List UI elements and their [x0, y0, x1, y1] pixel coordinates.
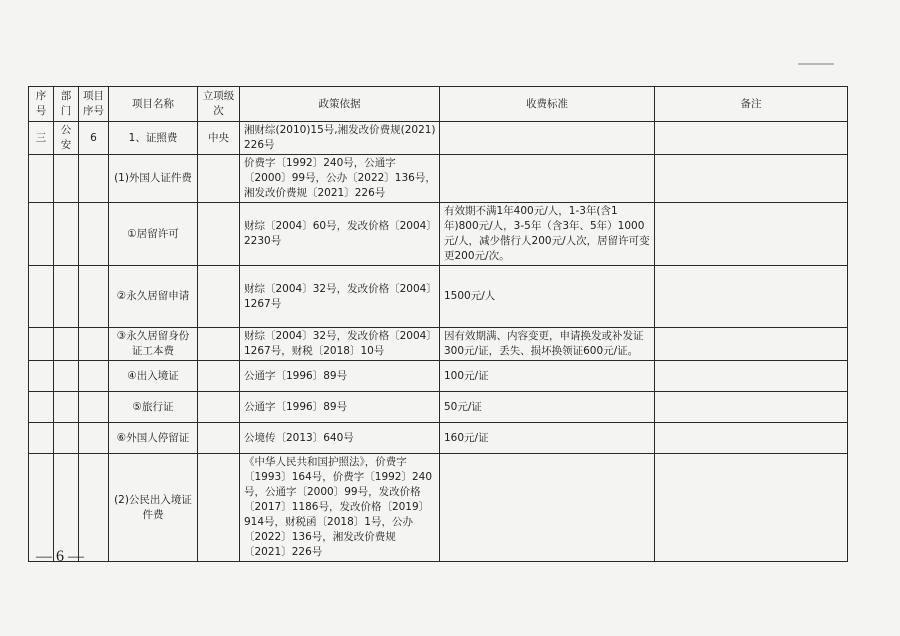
- table-row: [29, 203, 848, 266]
- cell-item-name: ③永久居留身份证工本费: [109, 328, 198, 361]
- cell-policy: 公境传〔2013〕640号: [240, 423, 440, 454]
- cell-note: [655, 122, 848, 155]
- cell-seq: [29, 155, 54, 203]
- cell-item-seq: [79, 392, 109, 423]
- cell-note: [655, 203, 848, 266]
- cell-item-seq: [79, 266, 109, 328]
- cell-policy: 《中华人民共和国护照法》，价费字〔1993〕164号，价费字〔1992〕240号，公通字〔2000〕99号，发改价格〔2017〕1186号，发改价格〔2019〕914号，财税函〔2018〕1号，公办〔2022〕136号，湘发改价费规〔2021〕226号: [240, 454, 440, 562]
- cell-policy: 公通字〔1996〕89号: [240, 361, 440, 392]
- table-row: [29, 155, 848, 203]
- page-number: — 6 —: [36, 548, 84, 565]
- cell-level: [198, 454, 240, 562]
- cell-item-name: ①居留许可: [109, 203, 198, 266]
- cell-item-seq: [79, 361, 109, 392]
- cell-item-seq: [79, 328, 109, 361]
- cell-item-seq: [79, 155, 109, 203]
- cell-note: [655, 361, 848, 392]
- cell-standard: 有效期不满1年400元/人，1-3年(含1年)800元/人，3-5年（含3年、5年）1000元/人，减少偕行人200元/人次，居留许可变更200元/次。: [440, 203, 655, 266]
- cell-level: [198, 155, 240, 203]
- table-row: [29, 328, 848, 361]
- cell-seq: 三: [29, 122, 54, 155]
- cell-item-seq: 6: [79, 122, 109, 155]
- fee-table: [28, 86, 848, 562]
- cell-item-name: ④出入境证: [109, 361, 198, 392]
- table-row: [29, 454, 848, 562]
- cell-level: [198, 266, 240, 328]
- header-note: 备注: [655, 87, 848, 122]
- cell-level: [198, 423, 240, 454]
- cell-note: [655, 423, 848, 454]
- cell-item-seq: [79, 203, 109, 266]
- cell-item-name: (1)外国人证件费: [109, 155, 198, 203]
- cell-dept: [54, 361, 79, 392]
- cell-dept: [54, 423, 79, 454]
- cell-note: [655, 454, 848, 562]
- cell-level: 中央: [198, 122, 240, 155]
- table-row: [29, 392, 848, 423]
- header-item-name: 项目名称: [109, 87, 198, 122]
- cell-item-name: 1、证照费: [109, 122, 198, 155]
- cell-dept: [54, 454, 79, 562]
- table-header-row: [29, 87, 848, 122]
- cell-seq: [29, 423, 54, 454]
- header-dept: 部门: [54, 87, 79, 122]
- cell-policy: 财综〔2004〕32号，发改价格〔2004〕1267号: [240, 266, 440, 328]
- cell-seq: [29, 203, 54, 266]
- cell-policy: 公通字〔1996〕89号: [240, 392, 440, 423]
- header-rule: [798, 63, 834, 65]
- cell-policy: 财综〔2004〕32号，发改价格〔2004〕1267号，财税〔2018〕10号: [240, 328, 440, 361]
- cell-policy: 财综〔2004〕60号，发改价格〔2004〕2230号: [240, 203, 440, 266]
- cell-item-seq: [79, 454, 109, 562]
- cell-standard: [440, 155, 655, 203]
- cell-standard: 1500元/人: [440, 266, 655, 328]
- cell-standard: [440, 454, 655, 562]
- cell-dept: [54, 328, 79, 361]
- table-row: [29, 266, 848, 328]
- cell-note: [655, 155, 848, 203]
- header-item-seq: 项目序号: [79, 87, 109, 122]
- cell-dept: [54, 203, 79, 266]
- cell-item-name: ⑤旅行证: [109, 392, 198, 423]
- cell-standard: 100元/证: [440, 361, 655, 392]
- cell-note: [655, 328, 848, 361]
- cell-dept: [54, 155, 79, 203]
- cell-item-seq: [79, 423, 109, 454]
- cell-standard: 160元/证: [440, 423, 655, 454]
- cell-seq: [29, 266, 54, 328]
- cell-dept: [54, 392, 79, 423]
- cell-standard: [440, 122, 655, 155]
- cell-level: [198, 361, 240, 392]
- cell-seq: [29, 361, 54, 392]
- cell-dept: [54, 266, 79, 328]
- cell-note: [655, 392, 848, 423]
- cell-policy: 湘财综(2010)15号,湘发改价费规(2021) 226号: [240, 122, 440, 155]
- table-row: [29, 122, 848, 155]
- cell-item-name: ⑥外国人停留证: [109, 423, 198, 454]
- table-row: [29, 361, 848, 392]
- cell-seq: [29, 454, 54, 562]
- cell-seq: [29, 392, 54, 423]
- cell-standard: 50元/证: [440, 392, 655, 423]
- cell-item-name: (2)公民出入境证件费: [109, 454, 198, 562]
- header-level: 立项级次: [198, 87, 240, 122]
- table-row: [29, 423, 848, 454]
- cell-seq: [29, 328, 54, 361]
- cell-standard: 因有效期满、内容变更，申请换发或补发证300元/证，丢失、损坏换领证600元/证。: [440, 328, 655, 361]
- cell-level: [198, 203, 240, 266]
- header-standard: 收费标准: [440, 87, 655, 122]
- cell-note: [655, 266, 848, 328]
- cell-level: [198, 392, 240, 423]
- cell-level: [198, 328, 240, 361]
- header-policy: 政策依据: [240, 87, 440, 122]
- cell-policy: 价费字〔1992〕240号，公通字〔2000〕99号，公办〔2022〕136号，湘发改价费规〔2021〕226号: [240, 155, 440, 203]
- cell-item-name: ②永久居留申请: [109, 266, 198, 328]
- header-seq: 序号: [29, 87, 54, 122]
- cell-dept: 公安: [54, 122, 79, 155]
